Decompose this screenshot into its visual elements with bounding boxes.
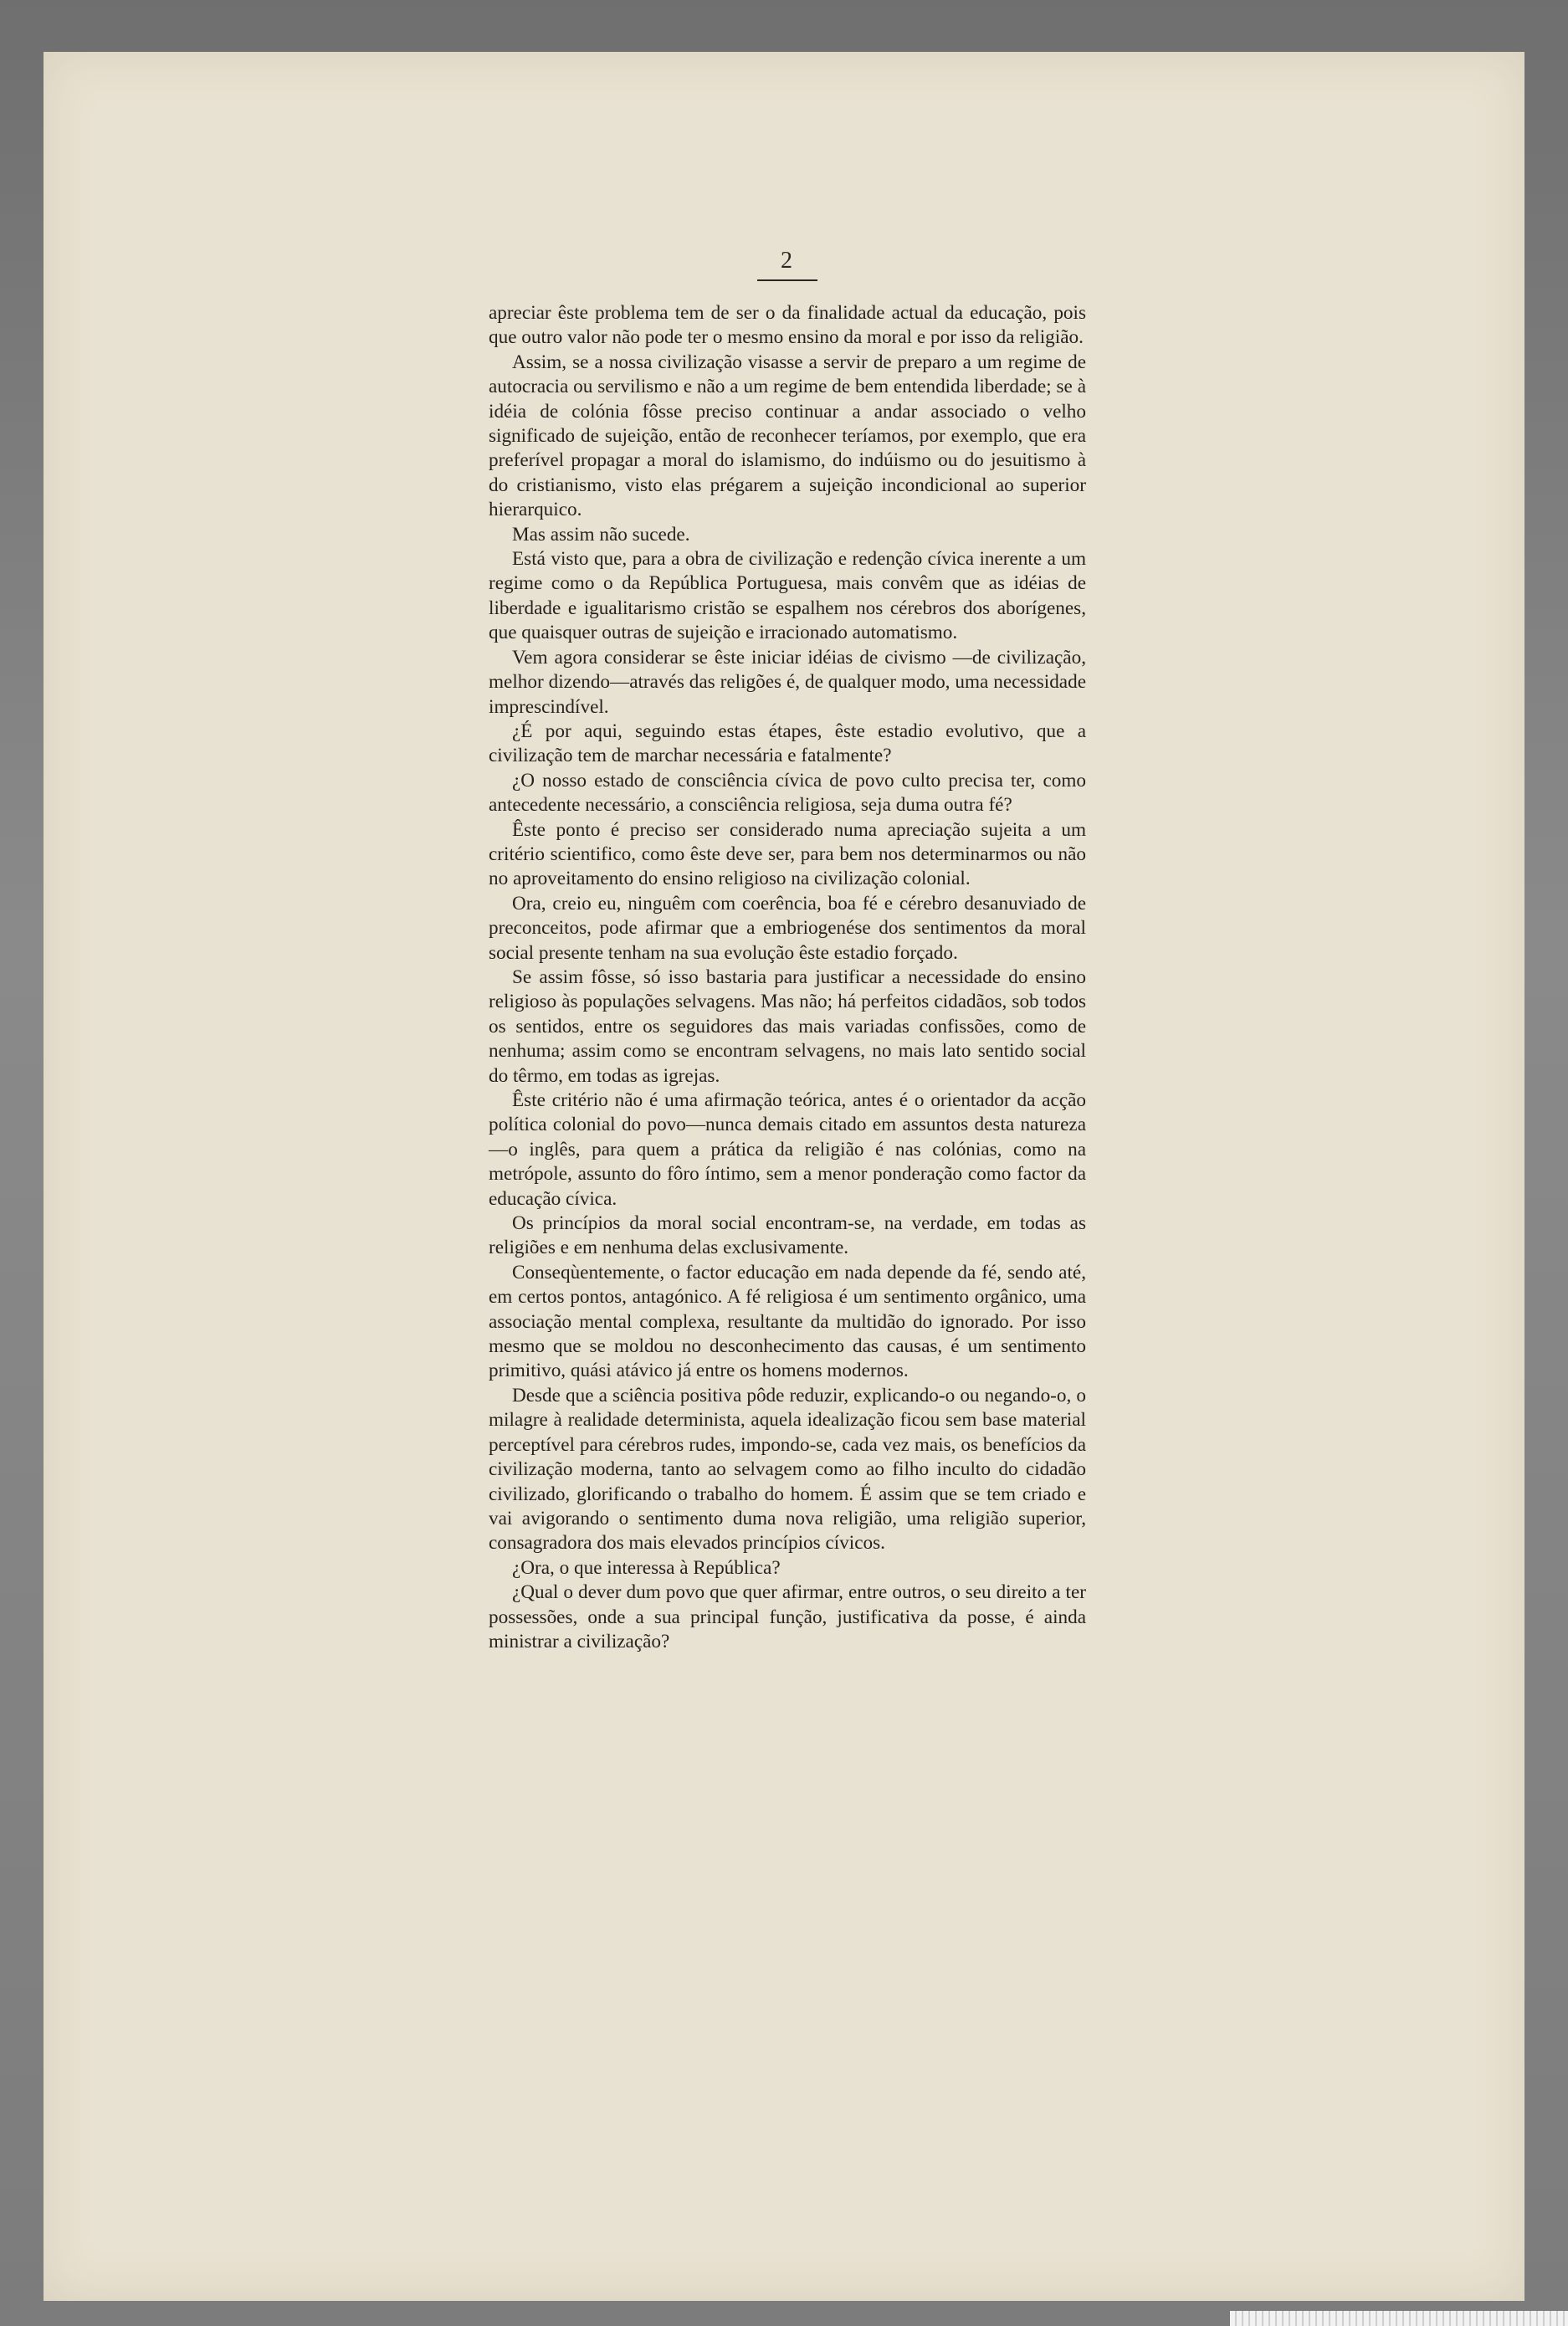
paragraph-15: ¿Ora, o que interessa à República? (512, 1556, 781, 1579)
paragraph-5: Vem agora considerar se êste iniciar idéias de civismo —de civilização, melhor dizendo—através das religões é, de qualquer modo, uma necessidade imprescindível. (489, 646, 1086, 718)
page-number: 2 (781, 248, 792, 274)
paragraph-13: Conseqùentemente, o factor educação em nada depende da fé, sendo até, em certos pontos, antagónico. A fé religiosa é um sentimento orgânico, uma associação mental complexa, resultante da multidão do ignorado. Por isso mesmo que se moldou no desconhecimento das causas, é um sentimento primitivo, quási atávico já entre os homens modernos. (489, 1261, 1086, 1382)
page-number-rule (757, 279, 817, 281)
paragraph-7: ¿O nosso estado de consciência cívica de povo culto precisa ter, como antecedente necessário, a consciência religiosa, seja duma outra fé? (489, 769, 1086, 817)
paragraph-14: Desde que a sciência positiva pôde reduzir, explicando-o ou negando-o, o milagre à realidade determinista, aquela idealização ficou sem base material perceptível para cérebros rudes, impondo-se, cada vez mais, os benefícios da civilização moderna, tanto ao selvagem como ao filho inculto do cidadão civilizado, glorificando o trabalho do homem. É assim que se tem criado e vai avigorando o sentimento duma nova religião, uma religião superior, consagradora dos mais elevados princípios cívicos. (489, 1384, 1086, 1555)
body-text (489, 301, 1086, 1654)
paragraph-3: Mas assim não sucede. (512, 523, 690, 546)
paragraph-6: ¿É por aqui, seguindo estas étapes, êste estadio evolutivo, que a civilização tem de marchar necessária e fatalmente? (489, 720, 1086, 767)
paragraph-10: Se assim fôsse, só isso bastaria para justificar a necessidade do ensino religioso às populações selvagens. Mas não; há perfeitos cidadãos, sob todos os sentidos, entre os seguidores das mais variadas confissões, como de nenhuma; assim como se encontram selvagens, no mais lato sentido social do têrmo, em todas as igrejas. (489, 966, 1086, 1087)
paragraph-9: Ora, creio eu, ninguêm com coerência, boa fé e cérebro desanuviado de preconceitos, pode afirmar que a embriogenése dos sentimentos da moral social presente tenham na sua evolução êste estadio forçado. (489, 892, 1086, 964)
paragraph-1: apreciar êste problema tem de ser o da finalidade actual da educação, pois que outro valor não pode ter o mesmo ensino da moral e por isso da religião. (489, 302, 1086, 349)
paragraph-12: Os princípios da moral social encontram-se, na verdade, em todas as religiões e em nenhuma delas exclusivamente. (489, 1212, 1086, 1259)
paragraph-2: Assim, se a nossa civilização visasse a servir de preparo a um regime de autocracia ou servilismo e não a um regime de bem entendida liberdade; se à idéia de colónia fôsse preciso continuar a andar associado o velho significado de sujeição, então de reconhecer teríamos, por exemplo, que era preferível propagar a moral do islamismo, do indúismo ou do jesuitismo à do cristianismo, visto elas prégarem a sujeição incondicional ao superior hierarquico. (489, 351, 1086, 521)
paragraph-8: Êste ponto é preciso ser considerado numa apreciação sujeita a um critério scientifico, como êste deve ser, para bem nos determinarmos ou não no aproveitamento do ensino religioso na civilização colonial. (489, 818, 1086, 890)
paragraph-16: ¿Qual o dever dum povo que quer afirmar, entre outros, o seu direito a ter possessões, onde a sua principal função, justificativa da posse, é ainda ministrar a civilização? (489, 1581, 1086, 1652)
paragraph-11: Êste critério não é uma afirmação teórica, antes é o orientador da acção política colonial do povo—nunca demais citado em assuntos desta natureza—o inglês, para quem a prática da religião é nas colónias, como na metrópole, assunto do fôro íntimo, sem a menor ponderação como factor da educação cívica. (489, 1089, 1086, 1210)
scanner-color-strip (1230, 2311, 1568, 2326)
paragraph-4: Está visto que, para a obra de civilização e redenção cívica inerente a um regime como o da República Portuguesa, mais convêm que as idéias de liberdade e igualitarismo cristão se espalhem nos cérebros dos aborígenes, que quaisquer outras de sujeição e irracionado automatismo. (489, 548, 1086, 644)
